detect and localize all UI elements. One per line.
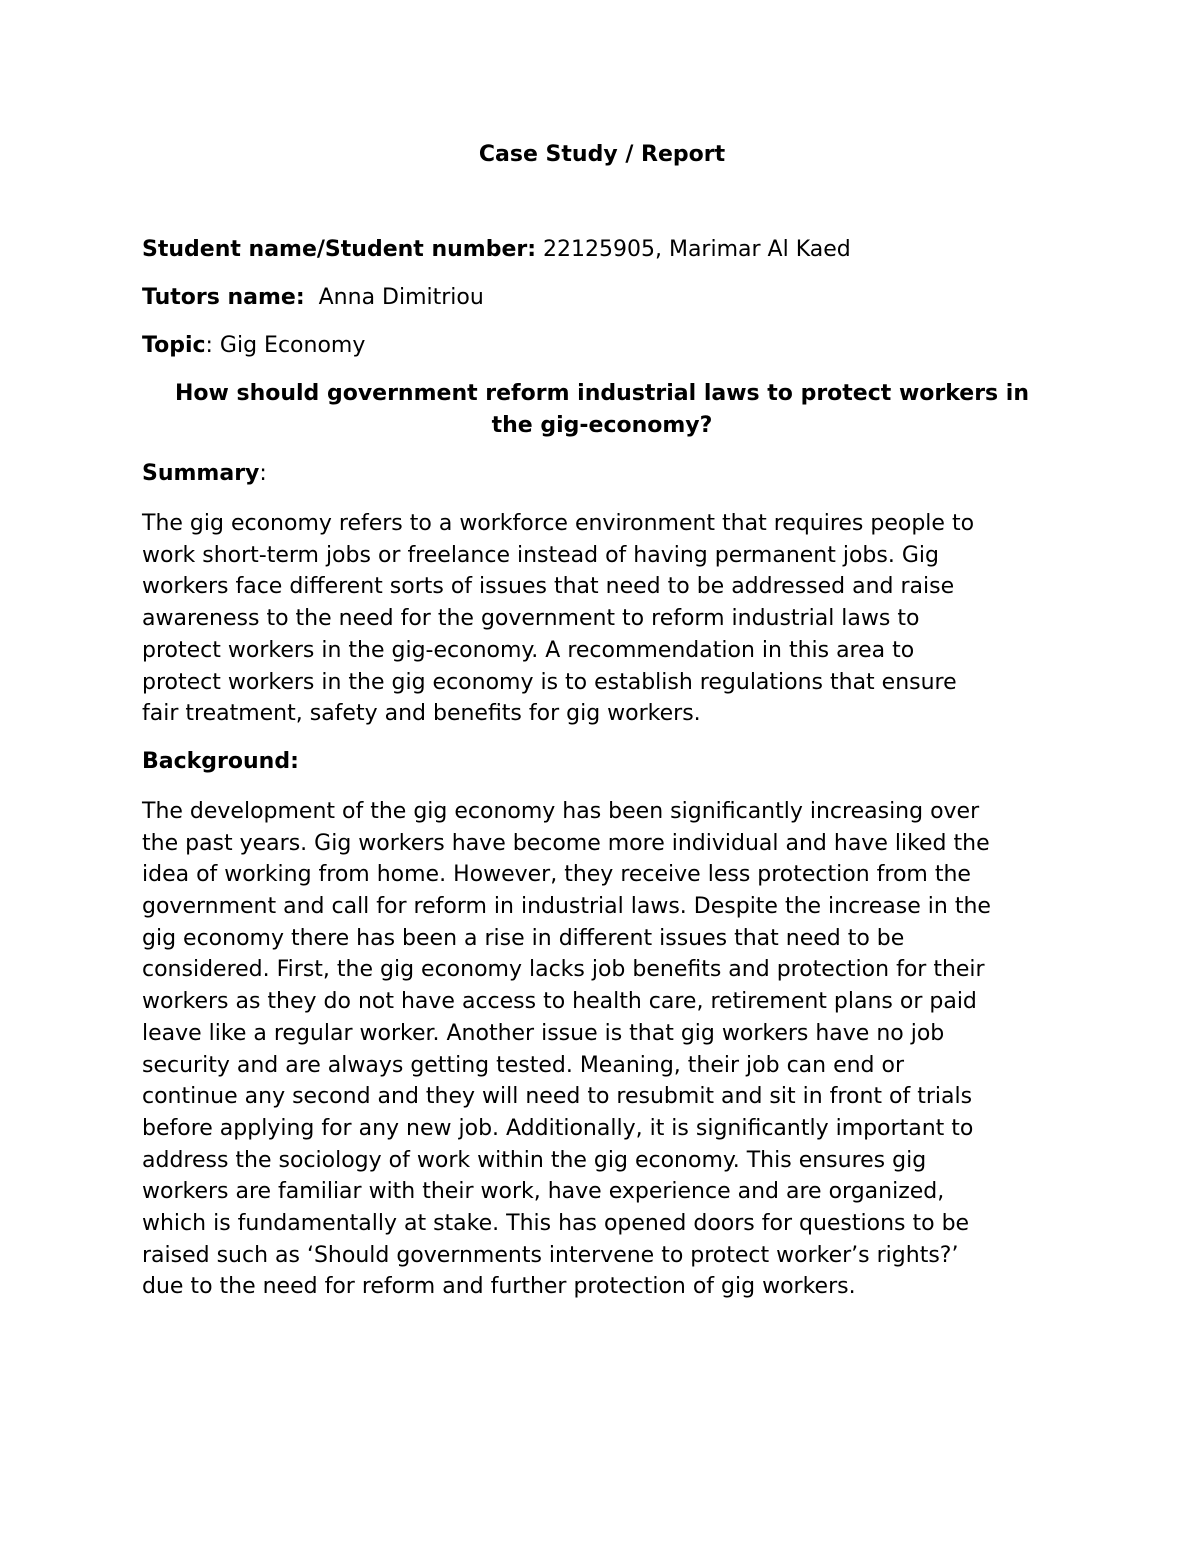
background-line: idea of working from home. However, they receive less protection from the bbox=[142, 862, 971, 888]
background-line: continue any second and they will need to resubmit and sit in front of trials bbox=[142, 1084, 973, 1110]
background-line: before applying for any new job. Additionally, it is significantly important to bbox=[142, 1115, 974, 1141]
background-line: government and call for reform in industrial laws. Despite the increase in the bbox=[142, 894, 991, 920]
question-line: the gig-economy? bbox=[491, 413, 713, 438]
student-info bbox=[142, 234, 1062, 266]
background-line: considered. First, the gig economy lacks job benefits and protection for their bbox=[142, 957, 985, 983]
topic-label: Topic bbox=[142, 333, 206, 358]
topic-value: : Gig Economy bbox=[205, 333, 366, 358]
research-question bbox=[142, 378, 1062, 442]
background-line: leave like a regular worker. Another issue is that gig workers have no job bbox=[142, 1020, 945, 1046]
tutor-info bbox=[142, 282, 1062, 314]
background-line: due to the need for reform and further protection of gig workers. bbox=[142, 1274, 856, 1300]
background-line: the past years. Gig workers have become more individual and have liked the bbox=[142, 830, 990, 856]
background-heading bbox=[142, 746, 1062, 778]
background-paragraph bbox=[142, 796, 1062, 1303]
summary-heading bbox=[142, 458, 1062, 490]
student-label: Student name/Student number: bbox=[142, 237, 537, 262]
background-line: security and are always getting tested. Meaning, their job can end or bbox=[142, 1052, 905, 1078]
summary-heading-label: Summary bbox=[142, 461, 260, 486]
summary-line: work short-term jobs or freelance instead of having permanent jobs. Gig bbox=[142, 542, 939, 568]
summary-paragraph bbox=[142, 508, 1062, 730]
summary-line: awareness to the need for the government to reform industrial laws to bbox=[142, 606, 920, 632]
background-line: which is fundamentally at stake. This has opened doors for questions to be bbox=[142, 1211, 970, 1237]
background-line: workers are familiar with their work, have experience and are organized, bbox=[142, 1179, 945, 1205]
student-value: 22125905, Marimar Al Kaed bbox=[536, 237, 851, 262]
background-line: The development of the gig economy has been significantly increasing over bbox=[142, 798, 980, 824]
document-page bbox=[142, 138, 1062, 1319]
summary-line: protect workers in the gig-economy. A recommendation in this area to bbox=[142, 637, 915, 663]
question-line: How should government reform industrial laws to protect workers in bbox=[174, 381, 1030, 406]
background-line: gig economy there has been a rise in different issues that need to be bbox=[142, 925, 905, 951]
tutor-value: Anna Dimitriou bbox=[304, 285, 484, 310]
summary-line: workers face different sorts of issues that need to be addressed and raise bbox=[142, 574, 955, 600]
background-line: address the sociology of work within the gig economy. This ensures gig bbox=[142, 1147, 927, 1173]
summary-line: protect workers in the gig economy is to establish regulations that ensure bbox=[142, 669, 957, 695]
background-heading-label: Background: bbox=[142, 748, 299, 774]
topic-info bbox=[142, 330, 1062, 362]
document-title: Case Study / Report bbox=[478, 142, 726, 167]
background-line: workers as they do not have access to health care, retirement plans or paid bbox=[142, 989, 977, 1015]
summary-line: The gig economy refers to a workforce environment that requires people to bbox=[142, 511, 975, 536]
summary-heading-colon: : bbox=[259, 461, 267, 486]
background-line: raised such as ‘Should governments intervene to protect worker’s rights?’ bbox=[142, 1242, 959, 1268]
tutor-label: Tutors name: bbox=[142, 285, 305, 310]
summary-line: fair treatment, safety and benefits for gig workers. bbox=[142, 701, 701, 727]
